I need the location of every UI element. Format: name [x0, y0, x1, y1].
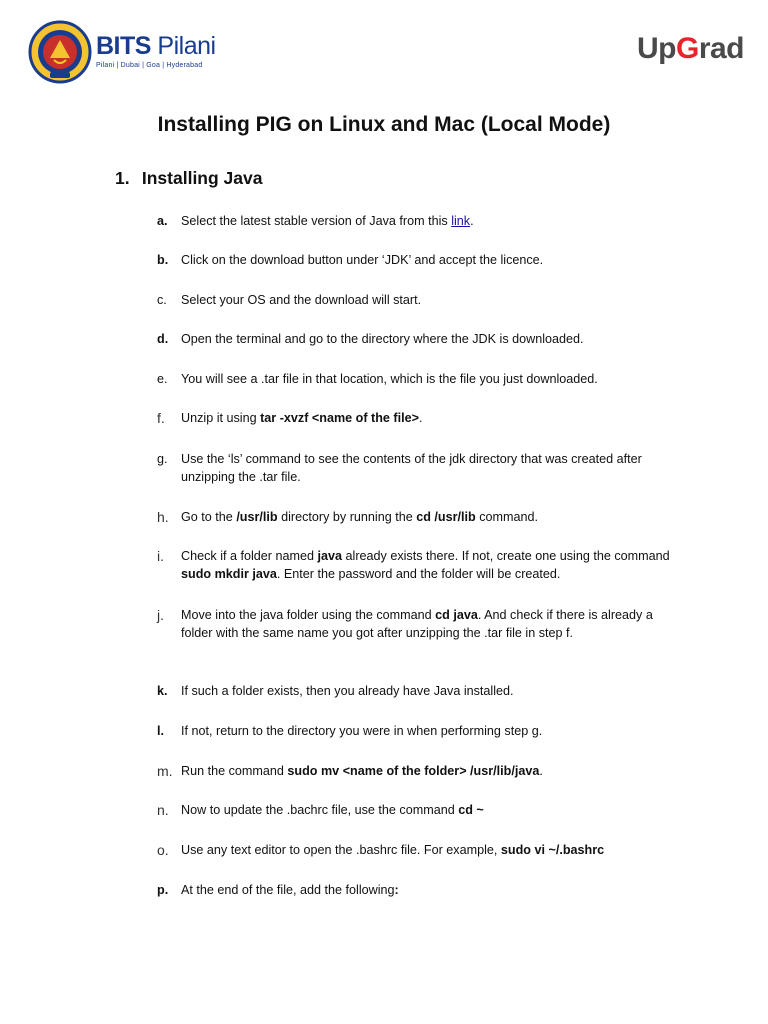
step-text: Move into the java folder using the command [181, 608, 436, 622]
colon-text: : [394, 883, 399, 897]
step-n [157, 801, 687, 819]
step-c [157, 291, 687, 309]
step-marker: i. [157, 548, 164, 564]
bits-word: BITS [96, 31, 151, 60]
step-d [157, 330, 687, 348]
upgrad-logo [637, 32, 744, 66]
step-marker: b. [157, 253, 169, 267]
bits-pilani-logo [28, 20, 216, 84]
step-marker: o. [157, 842, 169, 858]
step-marker: f. [157, 410, 165, 426]
command-text: tar -xvzf <name of the file> [260, 411, 419, 425]
bits-seal-icon [28, 20, 92, 84]
step-text: Use any text editor to open the .bashrc file. For example, [181, 843, 501, 857]
step-text: If not, return to the directory you were in when performing step g. [181, 724, 543, 738]
step-e [157, 370, 687, 388]
step-text: Go to the [181, 510, 237, 524]
bits-wordmark [96, 32, 216, 60]
upgrad-suffix: rad [698, 32, 744, 65]
step-m [157, 762, 687, 780]
step-k [157, 682, 687, 700]
upgrad-g: G [675, 32, 699, 65]
step-marker: a. [157, 214, 168, 228]
step-text-mid: already exists there. If not, create one using the command [342, 549, 670, 563]
step-text: Select the latest stable version of Java from this [181, 214, 452, 228]
step-text-end: . And check if there is already a folder with the same name you got after unzipping the .tar file in step f. [181, 608, 653, 640]
step-text-end: command. [475, 510, 538, 524]
step-text-mid: directory by running the [277, 510, 417, 524]
command-text: sudo vi ~/.bashrc [500, 843, 605, 857]
command-text: sudo mkdir java [181, 567, 277, 581]
step-text: Open the terminal and go to the directory where the JDK is downloaded. [181, 332, 584, 346]
command-text: cd ~ [458, 803, 484, 817]
step-marker: n. [157, 802, 169, 818]
step-marker: p. [157, 883, 169, 897]
java-download-link[interactable]: link [451, 214, 471, 228]
step-text: Now to update the .bachrc file, use the command [181, 803, 459, 817]
step-j [157, 606, 687, 642]
step-text: At the end of the file, add the following [181, 883, 395, 897]
step-marker: d. [157, 332, 169, 346]
step-text-end: . [539, 764, 543, 778]
step-g [157, 450, 687, 486]
page-header [28, 20, 744, 100]
section-label: Installing Java [141, 168, 263, 188]
step-h [157, 508, 687, 526]
step-f [157, 409, 687, 427]
step-i [157, 547, 687, 583]
step-text: Check if a folder named [181, 549, 318, 563]
command-text: /usr/lib [236, 510, 278, 524]
step-text: Select your OS and the download will start. [181, 293, 422, 307]
step-text-end: . [470, 214, 474, 228]
page-title: Installing PIG on Linux and Mac (Local Mode) [157, 113, 611, 136]
command-text: java [317, 549, 343, 563]
step-text-end: . [418, 411, 423, 425]
step-marker: m. [157, 763, 173, 779]
step-a [157, 212, 687, 230]
step-marker: g. [157, 452, 168, 466]
step-marker: j. [157, 607, 164, 623]
bits-campuses: Pilani | Dubai | Goa | Hyderabad [96, 61, 203, 69]
step-text: Use the ‘ls’ command to see the contents of the jdk directory that was created after unzipping the .tar file. [181, 452, 642, 484]
pilani-word: Pilani [157, 31, 216, 60]
step-marker: e. [157, 372, 168, 386]
step-text: Click on the download button under ‘JDK’ and accept the licence. [181, 253, 544, 267]
step-text: You will see a .tar file in that location, which is the file you just downloaded. [181, 372, 598, 386]
step-text: If such a folder exists, then you already have Java installed. [181, 684, 514, 698]
step-marker: k. [157, 684, 168, 698]
step-text-end: . Enter the password and the folder will be created. [276, 567, 561, 581]
step-l [157, 722, 687, 740]
step-marker: l. [157, 724, 164, 738]
command-text: cd /usr/lib [416, 510, 476, 524]
section-heading [115, 168, 262, 189]
command-text: cd java [435, 608, 478, 622]
step-text: Run the command [181, 764, 288, 778]
section-number: 1. [115, 168, 130, 188]
step-o [157, 841, 687, 859]
step-marker: c. [157, 293, 167, 307]
step-marker: h. [157, 509, 169, 525]
step-text: Unzip it using [181, 411, 261, 425]
step-b [157, 251, 687, 269]
upgrad-prefix: Up [636, 32, 676, 65]
step-p [157, 881, 687, 899]
command-text: sudo mv <name of the folder> /usr/lib/java [287, 764, 540, 778]
